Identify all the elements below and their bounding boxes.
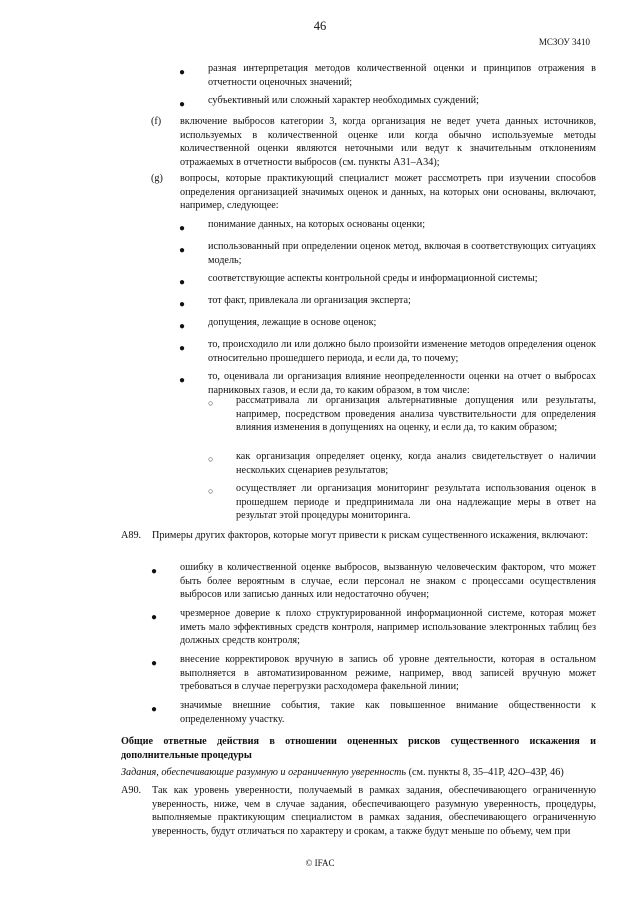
subheading-reference: (см. пункты 8, 35–41Р, 42О–43Р, 46) (406, 767, 564, 778)
list-item: субъективный или сложный характер необходимых суждений; (208, 95, 479, 106)
list-item: разная интерпретация методов количественной оценки и принципов отражения в отчетности оценочных значений; (208, 63, 596, 88)
circle-bullet-icon: ○ (208, 486, 214, 496)
list-item: то, оценивала ли организация влияние неопределенности оценки на отчет о выбросах парниковых газов, и если да, то каким образом, в том числе: (208, 371, 596, 396)
list-item: чрезмерное доверие к плохо структурированной информационной системе, которая может иметь мало эффективных средств контроля, например использование электронных таблиц без должных средств контроля; (180, 608, 596, 646)
bullet-icon: ● (151, 704, 158, 715)
item-label-g: (g) (151, 173, 163, 184)
a89-intro: Примеры других факторов, которые могут привести к рискам существенного искажения, включают: (152, 530, 589, 541)
list-item: допущения, лежащие в основе оценок; (208, 317, 377, 328)
bullet-icon: ● (179, 99, 186, 110)
list-item: то, происходило ли или должно было произойти изменение методов определения оценок относительно прошедшего периода, и если да, то почему; (208, 339, 596, 364)
bullet-icon: ● (179, 299, 186, 310)
page-number: 46 (313, 19, 327, 33)
list-item: понимание данных, на которых основаны оценки; (208, 219, 426, 230)
section-heading: Общие ответные действия в отношении оцененных рисков существенного искажения и дополнительные процедуры (121, 736, 596, 761)
list-item: использованный при определении оценок метод, включая в соответствующих ситуациях модель; (208, 241, 596, 266)
bullet-icon: ● (179, 343, 186, 354)
list-item: тот факт, привлекала ли организация эксперта; (208, 295, 411, 306)
subheading-italic: Задания, обеспечивающие разумную и ограниченную уверенность (121, 767, 407, 778)
bullet-icon: ● (179, 375, 186, 386)
bullet-icon: ● (179, 245, 186, 256)
list-item: соответствующие аспекты контрольной среды и информационной системы; (208, 273, 538, 284)
list-item: ошибку в количественной оценке выбросов, вызванную человеческим фактором, что может быть более вероятным в случае, если персонал не знаком с процессами осуществления выбросов или записью данных или недостаточно обучен; (180, 562, 596, 600)
a90-text: Так как уровень уверенности, получаемый в рамках задания, обеспечивающего ограниченную уверенность, ниже, чем в случае задания, обеспечивающего разумную уверенность, процедуры, выполняемые практикующим специалистом в рамках задания, обеспечивающего ограниченную уверенность, будут отличаться по характеру и срокам, а также будут меньше по объему, чем при (152, 785, 596, 837)
bullet-icon: ● (179, 223, 186, 234)
item-f-text: включение выбросов категории 3, когда организация не ведет учета данных источников, используемых в количественной оценке или когда обычно используемые методы количественной оценки являются неточными или ведут к значительным отклонениям отражаемых в отчетности выбросов (см. пункты А31–А34); (180, 116, 596, 168)
list-item: осуществляет ли организация мониторинг результата использования оценок в прошедшем периоде и предпринимала ли она надлежащие меры в ответ на результат этой процедуры мониторинга. (236, 483, 596, 521)
bullet-icon: ● (179, 277, 186, 288)
bullet-icon: ● (179, 321, 186, 332)
bullet-icon: ● (151, 566, 158, 577)
list-item: рассматривала ли организация альтернативные допущения или результаты, например, посредством проведения анализа чувствительности для определения влияния изменения в допущениях на оценку, и если да, то каким образом; (236, 395, 596, 433)
section-subheading (121, 766, 596, 780)
bullet-icon: ● (151, 612, 158, 623)
circle-bullet-icon: ○ (208, 398, 214, 408)
document-code: МСЗОУ 3410 (538, 37, 590, 47)
bullet-icon: ● (179, 67, 186, 78)
item-g-text: вопросы, которые практикующий специалист может рассмотреть при изучении способов определения организацией значимых оценок и данных, на которых они основаны, включают, например, следующее: (180, 173, 596, 211)
circle-bullet-icon: ○ (208, 454, 214, 464)
footer-copyright: © IFAC (305, 858, 335, 868)
item-label-f: (f) (151, 116, 162, 127)
list-item: внесение корректировок вручную в запись об уровне деятельности, которая в остальном выполняется в автоматизированном режиме, например, ввод записей вручную может требоваться в случае перегрузки расходомера факельной линии; (180, 654, 596, 692)
paragraph-label-a90: А90. (121, 785, 142, 796)
paragraph-label-a89: А89. (121, 530, 142, 541)
list-item: как организация определяет оценку, когда анализ свидетельствует о наличии нескольких сценариев результатов; (236, 451, 596, 476)
list-item: значимые внешние события, такие как повышенное внимание общественности к определенному участку. (180, 700, 596, 725)
bullet-icon: ● (151, 658, 158, 669)
